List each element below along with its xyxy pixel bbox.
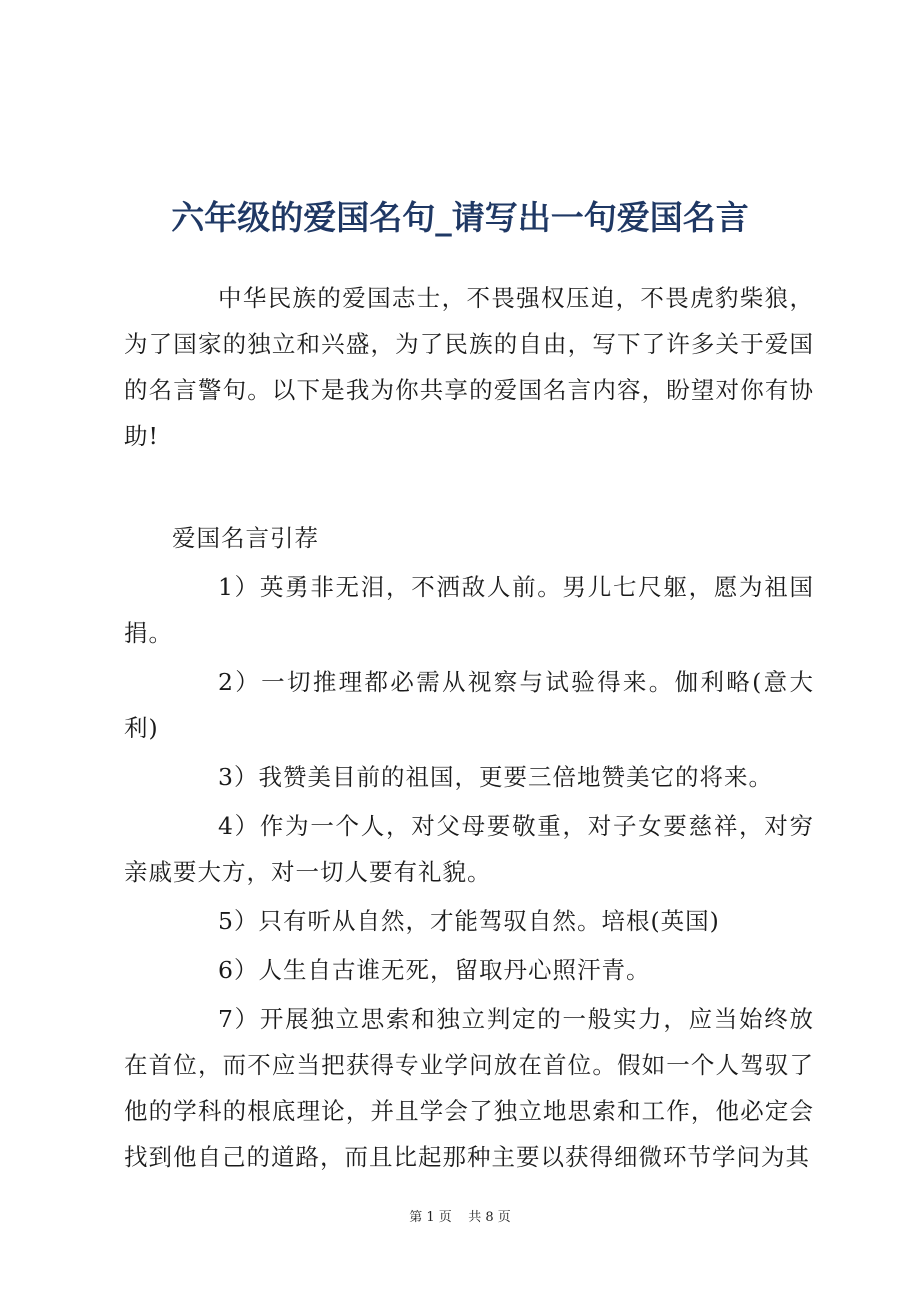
quote-list (124, 564, 814, 1183)
quote-item: 2）一切推理都必需从视察与试验得来。伽利略(意大利) (124, 668, 814, 742)
page-footer: 第 1 页 共 8 页 (409, 1210, 511, 1225)
quote-item: 6）人生自古谁无死，留取丹心照汗青。 (218, 956, 651, 984)
quote-item: 4）作为一个人，对父母要敬重，对子女要慈祥，对穷亲戚要大方，对一切人要有礼貌。 (124, 812, 814, 886)
quote-item: 7）开展独立思索和独立判定的一般实力，应当始终放在首位，而不应当把获得专业学问放在首位。假如一个人驾驭了他的学科的根底理论，并且学会了独立地思索和工作，他必定会找到他自己的道路，而且比起那种主要以获得细微环节学问为其 (124, 1005, 814, 1171)
section-heading: 爱国名言引荐 (172, 524, 319, 552)
quote-item: 1）英勇非无泪，不洒敌人前。男儿七尺躯，愿为祖国捐。 (124, 573, 814, 647)
intro-paragraph: 中华民族的爱国志士，不畏强权压迫，不畏虎豹柴狼，为了国家的独立和兴盛，为了民族的自由，写下了许多关于爱国的名言警句。以下是我为你共享的爱国名言内容，盼望对你有协助! (124, 284, 814, 450)
quote-item: 3）我赞美目前的祖国，更要三倍地赞美它的将来。 (218, 763, 773, 791)
document-title: 六年级的爱国名句_请写出一句爱国名言 (171, 198, 749, 237)
quote-item: 5）只有听从自然，才能驾驭自然。培根(英国) (218, 907, 720, 935)
